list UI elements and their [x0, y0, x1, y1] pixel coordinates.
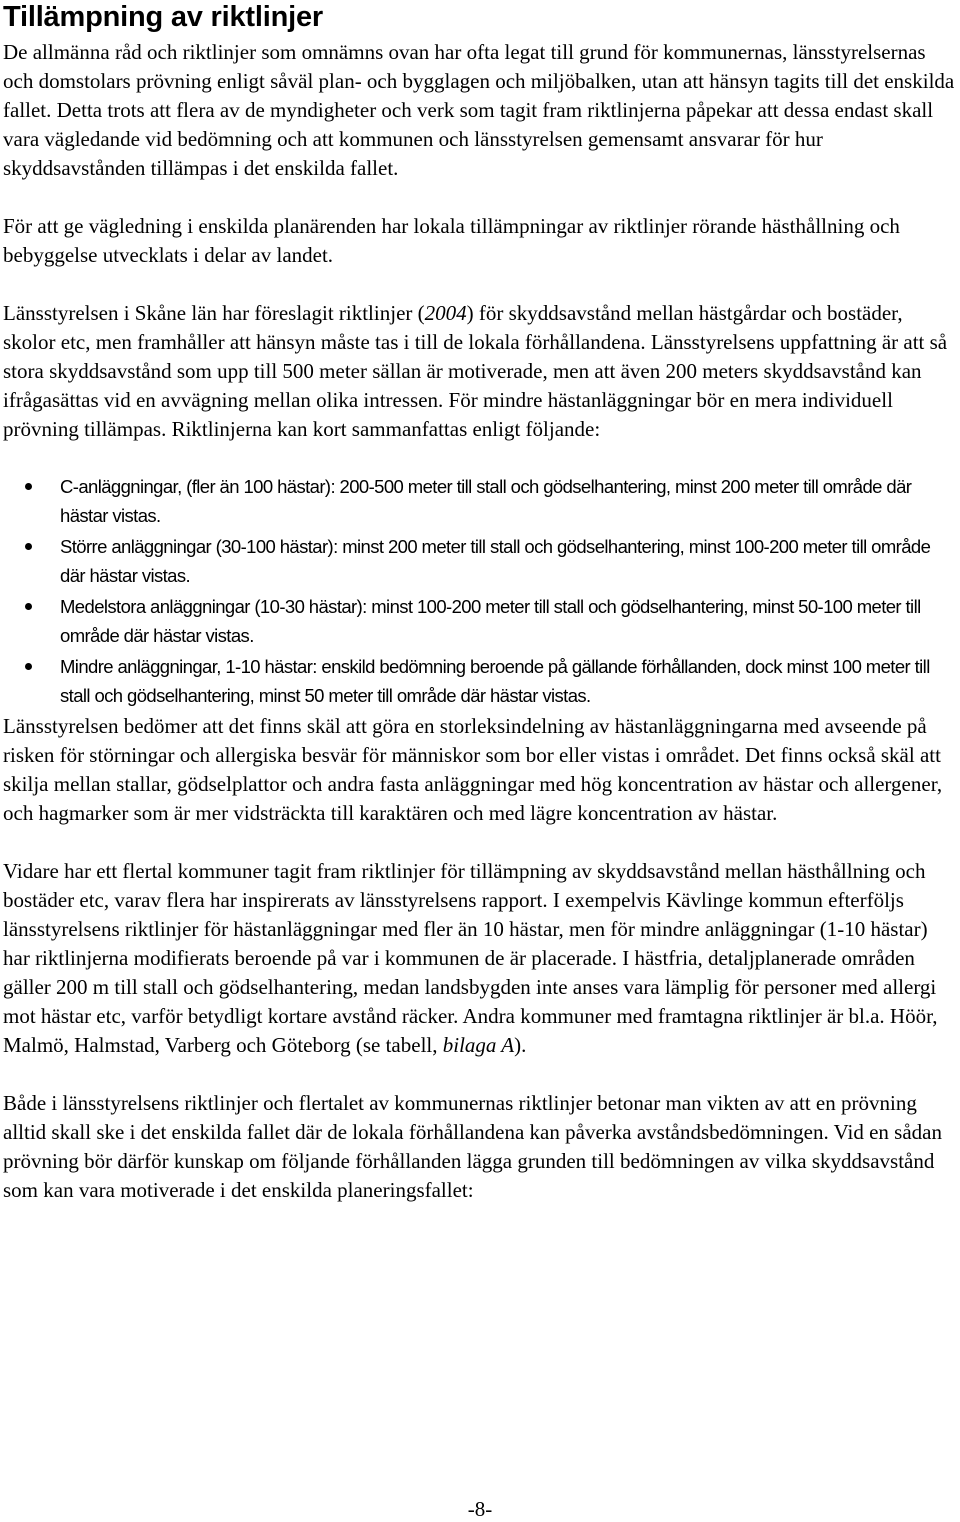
paragraph-3-text-end: ) för skyddsavstånd mellan hästgårdar och bostäder, skolor etc, men framhåller att hänsyn måste tas i till de lokala förhållandena. Länsstyrelsens uppfattning är att så stora skyddsavstånd som upp till 500 meter sällan är motiverade, men att även 200 meters skyddsavstånd kan ifrågasättas vid en avvägning mellan olika intressen. För mindre hästanläggningar bör en mera individuell prövning tillämpas. Riktlinjerna kan kort sammanfattas enligt följande:	[3, 301, 948, 441]
paragraph-6: Både i länsstyrelsens riktlinjer och flertalet av kommunernas riktlinjer betonar man vikten av att en prövning alltid skall ske i det enskilda fallet där de lokala förhållandena kan påverka avståndsbedömningen. Vid en sådan prövning bör därför kunskap om följande förhållanden lägga grunden till bedömningen av vilka skyddsavstånd som kan vara motiverade i det enskilda planeringsfallet:	[3, 1091, 942, 1202]
bullet-icon	[25, 603, 32, 610]
paragraph-3-year: 2004	[424, 301, 467, 325]
bullet-icon	[25, 663, 32, 670]
list-item-text: Större anläggningar (30-100 hästar): minst 200 meter till stall och gödselhantering, minst 100-200 meter till område där hästar vistas.	[60, 536, 931, 586]
paragraph-5-text: Vidare har ett flertal kommuner tagit fram riktlinjer för tillämpning av skyddsavstånd mellan hästhållning och bostäder etc, varav flera har inspirerats av länsstyrelsens rapport. I exempelvis Kävlinge kommun efterföljs länsstyrelsens riktlinjer för hästanläggningar med fler än 10 hästar, men för mindre anläggningar (1-10 hästar) har riktlinjerna modifierats beroende på var i kommunen de är placerade. I hästfria, detaljplanerade områden gäller 200 m till stall och gödselhantering, medan landsbygden inte anses vara lämplig för personer med allergi mot hästar etc, varför betydligt kortare avstånd räcker. Andra kommuner med framtagna riktlinjer är bl.a. Höör, Malmö, Halmstad, Varberg och Göteborg (se tabell,	[3, 859, 938, 1057]
paragraph-3-text-start: Länsstyrelsen i Skåne län har föreslagit riktlinjer (	[3, 301, 425, 325]
list-item	[3, 592, 955, 650]
paragraph-5-text-end: ).	[514, 1033, 527, 1057]
appendix-reference: bilaga A	[442, 1033, 515, 1057]
list-item	[3, 652, 955, 710]
list-item	[3, 532, 955, 590]
paragraph-3	[3, 299, 955, 444]
guideline-list	[3, 472, 955, 710]
paragraph-2: För att ge vägledning i enskilda planärenden har lokala tillämpningar av riktlinjer rörande hästhållning och bebyggelse utvecklats i delar av landet.	[3, 214, 900, 267]
document-page	[3, 0, 955, 1205]
list-item-text: Mindre anläggningar, 1-10 hästar: enskild bedömning beroende på gällande förhållanden, dock minst 100 meter till stall och gödselhantering, minst 50 meter till område där hästar vistas.	[60, 656, 930, 706]
bullet-icon	[25, 543, 32, 550]
paragraph-4: Länsstyrelsen bedömer att det finns skäl att göra en storleksindelning av hästanläggningarna med avseende på risken för störningar och allergiska besvär för människor som bor eller vistas i området. Det finns också skäl att skilja mellan stallar, gödselplattor och andra fasta anläggningar med hög koncentration av hästar och allergener, och hagmarker som är mer vidsträckta till karaktären och med lägre koncentration av hästar.	[3, 714, 943, 825]
bullet-icon	[25, 483, 32, 490]
paragraph-1: De allmänna råd och riktlinjer som omnämns ovan har ofta legat till grund för kommunernas, länsstyrelsernas och domstolars prövning enligt såväl plan- och bygglagen och miljöbalken, utan att hänsyn tagits till det enskilda fallet. Detta trots att flera av de myndigheter och verk som tagit fram riktlinjerna påpekar att dessa endast skall vara vägledande vid bedömning och att kommunen och länsstyrelsen gemensamt ansvarar för hur skyddsavstånden tillämpas i det enskilda fallet.	[3, 40, 955, 180]
list-item	[3, 472, 955, 530]
section-heading: Tillämpning av riktlinjer	[3, 1, 323, 33]
list-item-text: Medelstora anläggningar (10-30 hästar): minst 100-200 meter till stall och gödselhantering, minst 50-100 meter till område där hästar vistas.	[60, 596, 921, 646]
paragraph-5	[3, 857, 955, 1060]
page-number: -8-	[467, 1497, 493, 1521]
list-item-text: C-anläggningar, (fler än 100 hästar): 200-500 meter till stall och gödselhantering, minst 200 meter till område där hästar vistas.	[60, 476, 912, 526]
